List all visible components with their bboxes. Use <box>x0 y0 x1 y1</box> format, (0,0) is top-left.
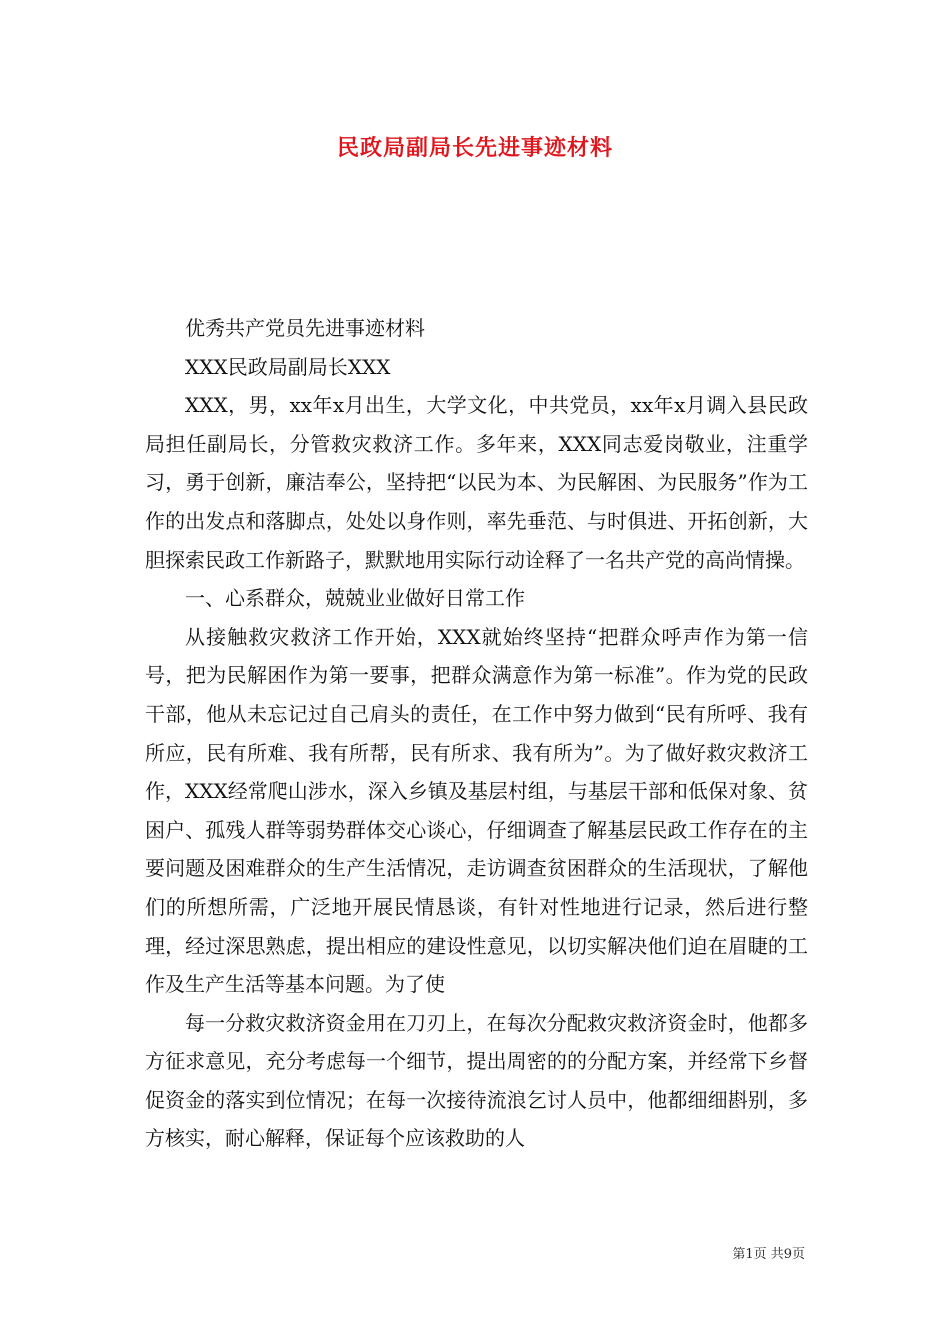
section-heading: 一、心系群众，兢兢业业做好日常工作 <box>185 586 525 611</box>
page-number: 第1页 共9页 <box>732 1247 805 1262</box>
body-paragraph: 每一分救灾救济资金用在刀刃上，在每次分配救灾救济资金时，他都多方征求意见，充分考虑每一个细节，提出周密的的分配方案，并经常下乡督促资金的落实到位情况；在每一次接待流浪乞讨人员中，他都细细斟别，多方核实，耐心解释，保证每个应该救助的人 <box>145 1010 808 1151</box>
subtitle-paragraph: 优秀共产党员先进事迹材料 <box>185 316 425 340</box>
document-title: 民政局副局长先进事迹材料 <box>336 135 613 161</box>
intro-paragraph: XXX，男，xx年x月出生，大学文化，中共党员，xx年x月调入县民政局担任副局长，分管救灾救济工作。多年来，XXX同志爱岗敬业，注重学习，勇于创新，廉洁奉公，坚持把“以民为本、为民解困、为民服务”作为工作的出发点和落脚点，处处以身作则，率先垂范、与时俱进、开拓创新，大胆探索民政工作新路子，默默地用实际行动诠释了一名共产党的高尚情操。 <box>145 393 808 572</box>
author-line: XXX民政局副局长XXX <box>185 354 391 379</box>
body-paragraph: 从接触救灾救济工作开始，XXX就始终坚持“把群众呼声作为第一信号，把为民解困作为第一要事，把群众满意作为第一标准”。作为党的民政干部，他从未忘记过自己肩头的责任，在工作中努力做到“民有所呼、我有所应，民有所难、我有所帮，民有所求、我有所为”。为了做好救灾救济工作，XXX经常爬山涉水，深入乡镇及基层村组，与基层干部和低保对象、贫困户、孤残人群等弱势群体交心谈心，仔细调查了解基层民政工作存在的主要问题及困难群众的生产生活情况，走访调查贫困群众的生活现状，了解他们的所想所需，广泛地开展民情恳谈，有针对性地进行记录，然后进行整理，经过深思熟虑，提出相应的建设性意见，以切实解决他们迫在眉睫的工作及生产生活等基本问题。为了使 <box>145 624 808 997</box>
document-body <box>145 309 808 1158</box>
